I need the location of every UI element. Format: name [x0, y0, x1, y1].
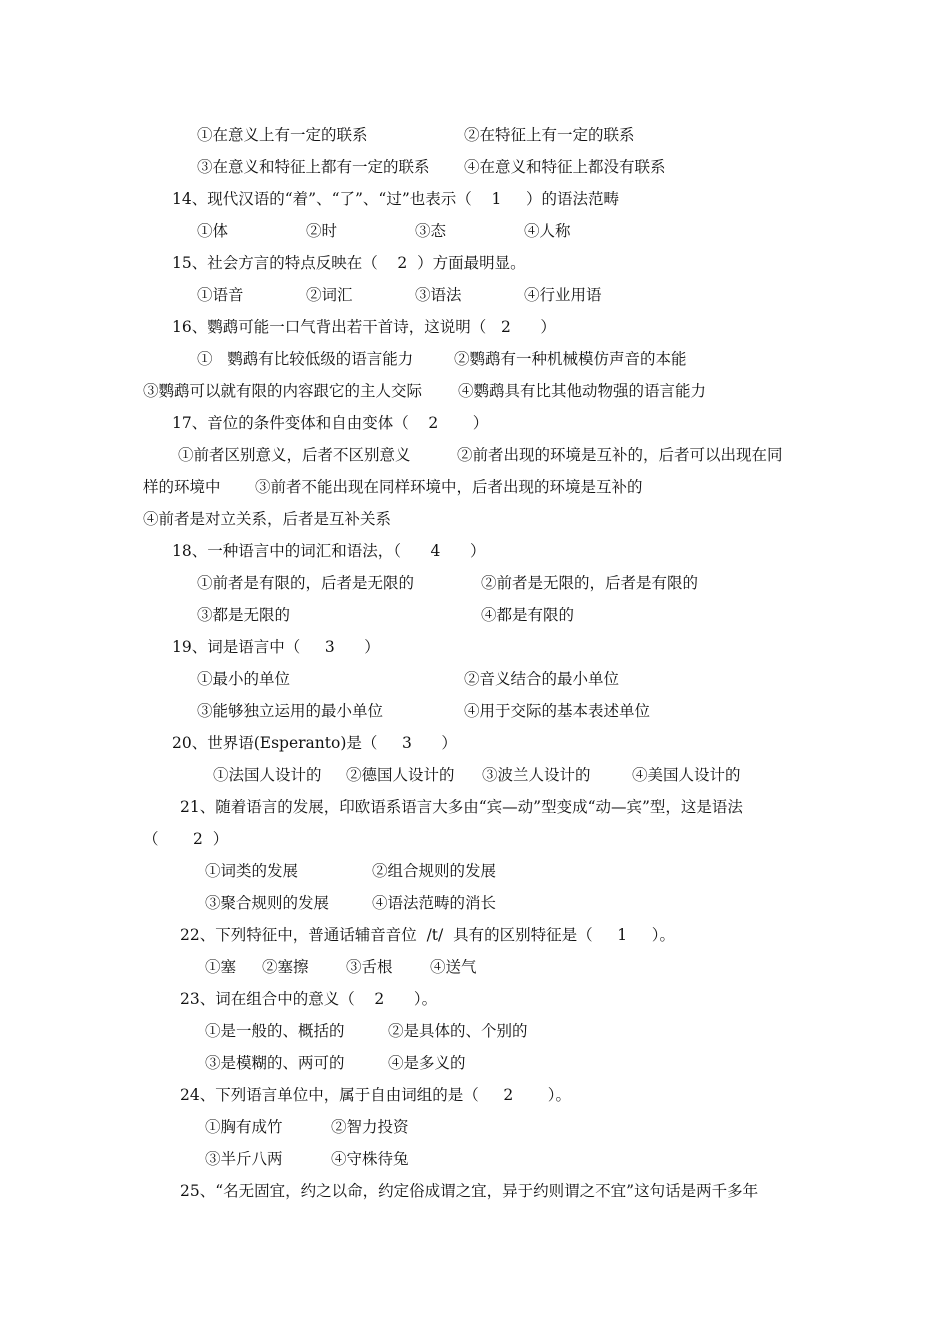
option-text: ①最小的单位	[197, 670, 291, 688]
option-text: ④语法范畴的消长	[372, 894, 497, 912]
option-text: ④美国人设计的	[632, 766, 741, 784]
option-text: ②前者是无限的，后者是有限的	[481, 574, 699, 592]
option-text: ③是模糊的、两可的	[205, 1054, 345, 1072]
question-text: 15、社会方言的特点反映在（ 2 ）方面最明显。	[172, 254, 526, 272]
option-text: ④在意义和特征上都没有联系	[464, 158, 666, 176]
option-text: ④人称	[524, 222, 571, 240]
question-text: 21、随着语言的发展，印欧语系语言大多由“宾—动”型变成“动—宾”型，这是语法	[180, 798, 743, 816]
option-text: ②音义结合的最小单位	[464, 670, 620, 688]
option-text: ③舌根	[346, 958, 393, 976]
question-text: 16、鹦鹉可能一口气背出若干首诗，这说明（ 2 ）	[172, 318, 556, 336]
option-text: ③波兰人设计的	[482, 766, 591, 784]
option-text: ②鹦鹉有一种机械模仿声音的本能	[454, 350, 687, 368]
option-text: ①语音	[197, 286, 244, 304]
option-text: ②在特征上有一定的联系	[464, 126, 635, 144]
option-text: ③能够独立运用的最小单位	[197, 702, 384, 720]
option-text: ①体	[197, 222, 229, 240]
option-text: ③半斤八两	[205, 1150, 283, 1168]
option-text: ①法国人设计的	[213, 766, 322, 784]
option-text: ④送气	[430, 958, 477, 976]
option-text: ①前者是有限的，后者是无限的	[197, 574, 415, 592]
option-text: ① 鹦鹉有比较低级的语言能力	[197, 350, 414, 368]
option-text: ④鹦鹉具有比其他动物强的语言能力	[458, 382, 707, 400]
option-text: ②智力投资	[331, 1118, 409, 1136]
option-text: ②组合规则的发展	[372, 862, 497, 880]
option-text: ②德国人设计的	[346, 766, 455, 784]
option-text: ③态	[415, 222, 447, 240]
option-text: ④用于交际的基本表述单位	[464, 702, 651, 720]
option-text: ④守株待兔	[331, 1150, 409, 1168]
question-text: 14、现代汉语的“着”、“了”、“过”也表示（ 1 ）的语法范畴	[172, 190, 619, 208]
question-text: 25、“名无固宜，约之以命，约定俗成谓之宜，异于约则谓之不宜”这句话是两千多年	[180, 1182, 759, 1200]
question-text: 24、下列语言单位中，属于自由词组的是（ 2 ）。	[180, 1086, 571, 1104]
question-text: 22、下列特征中，普通话辅音音位 /t/ 具有的区别特征是（ 1 ）。	[180, 926, 675, 944]
option-text: ②词汇	[306, 286, 353, 304]
option-text: ②前者出现的环境是互补的，后者可以出现在同	[457, 446, 783, 464]
option-text: ③都是无限的	[197, 606, 291, 624]
option-text: 样的环境中	[143, 478, 221, 496]
question-text: 18、一种语言中的词汇和语法，（ 4 ）	[172, 542, 486, 560]
option-text: ①是一般的、概括的	[205, 1022, 345, 1040]
option-text: ②时	[306, 222, 338, 240]
question-text: 23、词在组合中的意义（ 2 ）。	[180, 990, 438, 1008]
option-text: ②塞擦	[262, 958, 309, 976]
option-text: ③鹦鹉可以就有限的内容跟它的主人交际	[143, 382, 423, 400]
option-text: ④行业用语	[524, 286, 602, 304]
question-text: 19、词是语言中（ 3 ）	[172, 638, 380, 656]
question-text: 20、世界语(Esperanto)是（ 3 ）	[172, 734, 457, 752]
option-text: ③前者不能出现在同样环境中，后者出现的环境是互补的	[255, 478, 643, 496]
option-text: ③聚合规则的发展	[205, 894, 330, 912]
option-text: ③在意义和特征上都有一定的联系	[197, 158, 430, 176]
option-text: ①词类的发展	[205, 862, 299, 880]
option-text: ②是具体的、个别的	[388, 1022, 528, 1040]
option-text: ①胸有成竹	[205, 1118, 283, 1136]
option-text: ③语法	[415, 286, 462, 304]
option-text: ④都是有限的	[481, 606, 575, 624]
question-text: 17、音位的条件变体和自由变体（ 2 ）	[172, 414, 489, 432]
option-text: ①前者区别意义，后者不区别意义	[178, 446, 411, 464]
option-text: ④是多义的	[388, 1054, 466, 1072]
option-text: ④前者是对立关系，后者是互补关系	[143, 510, 392, 528]
option-text: ①在意义上有一定的联系	[197, 126, 368, 144]
option-text: ①塞	[205, 958, 237, 976]
question-text: （ 2 ）	[143, 830, 229, 848]
